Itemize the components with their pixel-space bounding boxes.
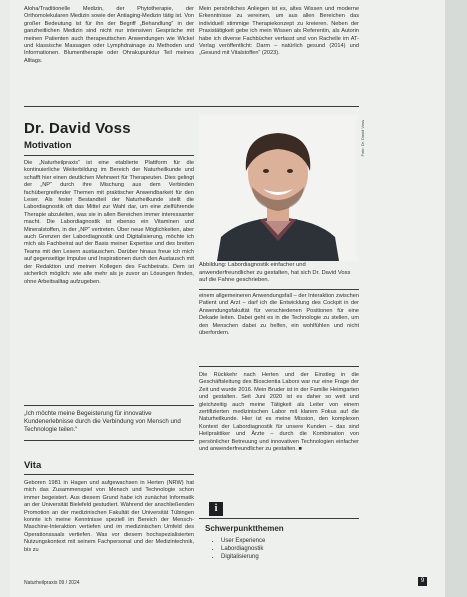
photo-credit: Foto: Dr. David Voss: [360, 120, 365, 157]
quote-rule-top: [24, 405, 194, 406]
closing-text: Die Rückkehr nach Herten und der Einstieg in die Geschäftsleitung des Bioscientia Labors war nur eine Frage der Zeit und wurde 2016. Mein Bruder ist in der Familie Heimgarten und gestalten. Seit Juni 2020 ist es daher so weit und gleichzeitig auch meine Tätigkeit als Leiter von einem zertifizierten medizinischen Labor mit klarem Fokus auf die Naturheilkunde. Hier ist es meine Mission, den komplexen Kontext der Labordiagnostik für unsere Kunden – das sind Heilpraktiker und Ärzte – durch die Kombination von persönlicher Betreuung und innovativen Technologien einfacher und anwenderfreundlicher zu gestalten. ■: [199, 372, 359, 453]
info-rule: [199, 518, 359, 519]
author-name: Dr. David Voss: [24, 120, 131, 137]
list-item: • Labordiagnostik: [221, 545, 265, 553]
section-divider: [24, 106, 359, 107]
quote-rule-bottom: [24, 440, 194, 441]
heading-rule: [24, 155, 194, 156]
caption-rule: [199, 289, 359, 290]
footer-text: Naturheilpraxis 09 / 2024: [24, 580, 80, 586]
portrait-photo: [199, 115, 357, 261]
top-right-text: Mein persönliches Anliegen ist es, altes Wissen und moderne Erkenntnisse zu vereinen, um aus allen Bereichen das individuell stimmige Therapiekonzept zu kreieren. Neben der Praxistätigkeit gebe ich mein Wissen als Referentin, als Autorin habe ich diverse Fachbücher verfasst und von Rachelle im AT-Verlag veröffentlicht: Darm – natürlich gesund (2014) und „Gesund mit Vitalstoffen“ (2023).: [199, 6, 359, 57]
motivation-heading: Motivation: [24, 140, 72, 151]
page-number: 9: [418, 577, 427, 586]
pull-quote: „Ich möchte meine Begeisterung für innovative Kundenerlebnisse durch die Verbindung von Mensch und Technologie teilen.“: [24, 410, 181, 433]
list-item: • User Experience: [221, 537, 265, 545]
info-list: [213, 537, 265, 561]
info-box: [199, 502, 359, 572]
vita-text: Geboren 1981 in Hagen und aufgewachsen in Herten (NRW) hat mich das Zusammenspiel von Mensch und Technologie schon immer begeistert. Aus diesem Grund habe ich zunächst Informatik an der Universität Bielefeld gestudiert. Während der anschließenden Promotion an der medizinischen Fakultät der Universität Tübingen konnte ich meine Kenntnisse speziell im Bereich der Mensch-Maschine-Interaktion vertiefen und im medizinischen Umfeld des Operationssaals vertiefen. Was vor diesem hochspezialisierten Nutzungskontext mit seinem Fachpersonal und der Medizintechnik, bis zu: [24, 480, 194, 553]
info-icon: i: [209, 502, 223, 516]
portrait-illustration: [199, 115, 357, 261]
motivation-text: Die „Naturheilpraxis“ ist eine etablierte Plattform für die kontinuierliche Weiterbildung im Bereich der Naturheilkunde und schafft hier einen deutlichen Mehrwert für Therapeuten. Dies gelingt der „NP“ durch ihre Mischung aus dem Verbinden fachübergreifender Themen mit praktischer Anwendbarkeit für den Leser. Als fester Bestandteil der Naturheilkunde stellt die Labordiagnostik oft das Mittel zur Wahl dar, um eine zielführende Therapie abzuleiten, was sie in allen Bereichen immer interessanter macht. Die Labordiagnostik ist ebenso ein Vitaminen und Mineralstoffen, in der „NP“ vertreten. Über neue Möglichkeiten, aber auch Grenzen der Labordiagnostik und Digitalisierung, möchte ich mich als Fachbeirat auf der Basis meiner Expertise und des breiten Teams mit den Lesern austauschen. Darüber hinaus freue ich mich auf gegenseitige Impulse und Inspirationen durch den Austausch mit der Redaktion und meinen Kollegen des Fachbeirats. Dem ist sicherlich möglich: wie alle mehr als je zuvor an Lösungen finden, ohne Arbeitsalltag aufzugeben.: [24, 160, 194, 285]
vita-heading: Vita: [24, 460, 42, 471]
info-title: Schwerpunktthemen: [205, 524, 284, 533]
vita-rule: [24, 474, 194, 475]
top-left-text: Aloha/Traditionelle Medizin, der Phytotherapie, der Orthomolekularen Medizin sowie der Antiaging-Medizin tätig ist. Von großer Bedeutung ist für ihn der Begriff „Behandlung“ in der ganzheitlichen Medizin sind nicht nur intensiven Gespräche mit meinen Patienten auch therapeutischen Anwendungen wie Wickel und klassische Massagen oder Lymphdrainage zu Methoden und Informationen. Blumentherapie oder Ohrakupunktur Teil meines Alltags.: [24, 6, 194, 64]
middle-text: einem allgemeineren Anwendungsfall – der Interaktion zwischen Patient und Arzt – darf ich die Entwicklung des Cockpit in der Anwendungsfakultät für verschiedenen Positionen für eine Dekade leiten. Dabei geht es in die Technologie zu stellen, um den Menschen dabei zu helfen, ein wohlfühlen und nicht überfordern.: [199, 293, 359, 337]
photo-caption: Abbildung: Labordiagnostik einfacher und anwenderfreundlicher zu gestalten, hat sich Dr. David Voss auf die Fahne geschrieben.: [199, 262, 351, 283]
middle-rule: [199, 366, 359, 367]
list-item: • Digitalisierung: [221, 553, 265, 561]
page-edge: [445, 0, 467, 597]
